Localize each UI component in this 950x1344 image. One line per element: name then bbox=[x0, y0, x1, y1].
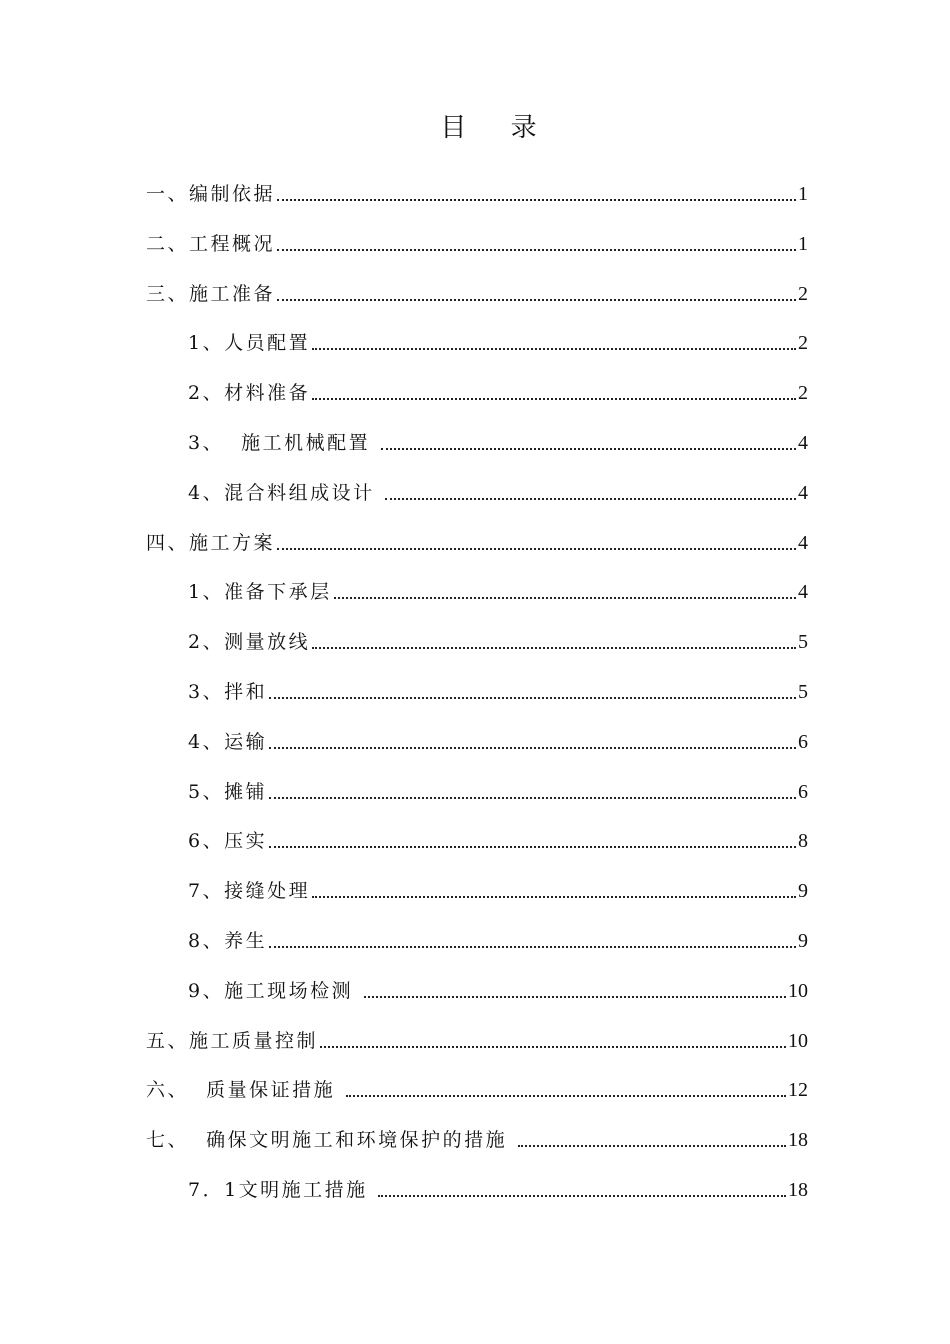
toc-dot-leader bbox=[346, 1095, 786, 1097]
toc-page-number: 2 bbox=[798, 382, 808, 405]
toc-dot-leader bbox=[312, 896, 796, 898]
toc-entry-title: 2、测量放线 bbox=[188, 631, 311, 654]
toc-entry[interactable] bbox=[146, 1109, 808, 1153]
toc-entry-title: 8、养生 bbox=[188, 930, 268, 952]
toc-entry-title: 4、运输 bbox=[188, 730, 268, 753]
toc-entry[interactable] bbox=[188, 462, 808, 506]
toc-page-number: 18 bbox=[788, 1129, 808, 1152]
toc-dot-leader bbox=[277, 299, 796, 301]
toc-entry-title: 七、 确保文明施工和环境保护的措施 bbox=[146, 1129, 516, 1152]
toc-entry-title: 3、 施工机械配置 bbox=[188, 432, 379, 454]
toc-page-number: 1 bbox=[798, 183, 808, 205]
toc-entry[interactable] bbox=[146, 263, 808, 307]
toc-dot-leader bbox=[385, 498, 796, 500]
toc-entry[interactable] bbox=[188, 412, 808, 456]
toc-entry[interactable] bbox=[188, 312, 808, 356]
toc-entry[interactable] bbox=[146, 1010, 808, 1054]
toc-page-number: 6 bbox=[798, 730, 808, 753]
toc-dot-leader bbox=[312, 398, 796, 400]
toc-dot-leader bbox=[269, 797, 796, 799]
toc-page-number: 4 bbox=[798, 531, 808, 554]
toc-page-number: 4 bbox=[798, 481, 808, 504]
toc-entry[interactable] bbox=[188, 860, 808, 904]
toc-dot-leader bbox=[277, 199, 796, 201]
toc-entry-title: 7．1文明施工措施 bbox=[188, 1179, 377, 1201]
toc-dot-leader bbox=[312, 348, 796, 350]
toc-dot-leader bbox=[269, 697, 796, 699]
toc-entry-title: 4、混合料组成设计 bbox=[188, 481, 384, 504]
toc-entry-title: 5、摊铺 bbox=[188, 780, 268, 803]
toc-entry[interactable] bbox=[188, 761, 808, 805]
toc-entry[interactable] bbox=[146, 1059, 808, 1103]
toc-entry-title: 二、工程概况 bbox=[146, 232, 276, 255]
toc-entry-title: 三、施工准备 bbox=[146, 282, 276, 305]
toc-dot-leader bbox=[381, 448, 796, 450]
toc-page-number: 1 bbox=[798, 232, 808, 255]
toc-page-number: 12 bbox=[788, 1079, 808, 1102]
toc-entry-title: 2、材料准备 bbox=[188, 382, 311, 405]
toc-entry-title: 一、编制依据 bbox=[146, 183, 276, 205]
toc-entry-title: 四、施工方案 bbox=[146, 531, 276, 554]
toc-dot-leader bbox=[334, 597, 796, 599]
toc-page-number: 8 bbox=[798, 830, 808, 853]
toc-entry[interactable] bbox=[188, 960, 808, 1004]
toc-dot-leader bbox=[269, 747, 796, 749]
toc-entry[interactable] bbox=[188, 362, 808, 406]
toc-entry[interactable] bbox=[188, 711, 808, 755]
toc-dot-leader bbox=[277, 548, 796, 550]
toc-page-number: 5 bbox=[798, 681, 808, 703]
toc-page-number: 5 bbox=[798, 631, 808, 654]
toc-entry[interactable] bbox=[188, 1159, 808, 1203]
toc-dot-leader bbox=[320, 1046, 786, 1048]
toc-entry[interactable] bbox=[146, 512, 808, 556]
toc-dot-leader bbox=[277, 249, 796, 251]
toc-entry-title: 7、接缝处理 bbox=[188, 880, 311, 903]
toc-entry-title: 6、压实 bbox=[188, 830, 268, 853]
toc-entry-title: 五、施工质量控制 bbox=[146, 1029, 319, 1052]
toc-entry[interactable] bbox=[188, 810, 808, 854]
toc-dot-leader bbox=[269, 946, 796, 948]
toc-entry-title: 1、人员配置 bbox=[188, 332, 311, 355]
toc-entry-title: 9、施工现场检测 bbox=[188, 979, 362, 1002]
toc-entry[interactable] bbox=[146, 163, 808, 207]
toc-dot-leader bbox=[269, 846, 796, 848]
toc-dot-leader bbox=[364, 996, 786, 998]
toc-page-number: 6 bbox=[798, 780, 808, 803]
toc-dot-leader bbox=[518, 1145, 786, 1147]
toc-page-number: 9 bbox=[798, 930, 808, 952]
toc-entry[interactable] bbox=[188, 611, 808, 655]
toc-entry-title: 3、拌和 bbox=[188, 681, 268, 703]
toc-page-number: 10 bbox=[788, 1029, 808, 1052]
toc-page-number: 10 bbox=[788, 979, 808, 1002]
toc-page-number: 2 bbox=[798, 282, 808, 305]
toc-page-number: 18 bbox=[788, 1179, 808, 1201]
toc-entry[interactable] bbox=[146, 213, 808, 257]
toc-page-number: 4 bbox=[798, 432, 808, 454]
toc-dot-leader bbox=[312, 647, 796, 649]
toc-dot-leader bbox=[378, 1195, 786, 1197]
toc-page-number: 9 bbox=[798, 880, 808, 903]
toc-entry-title: 1、准备下承层 bbox=[188, 581, 332, 604]
toc-page-number: 4 bbox=[798, 581, 808, 604]
toc-entry[interactable] bbox=[188, 910, 808, 954]
toc-entry[interactable] bbox=[188, 561, 808, 605]
page-title: 目 录 bbox=[440, 113, 555, 143]
toc-entry[interactable] bbox=[188, 661, 808, 705]
toc-entry-title: 六、 质量保证措施 bbox=[146, 1079, 344, 1102]
toc-page-number: 2 bbox=[798, 332, 808, 355]
